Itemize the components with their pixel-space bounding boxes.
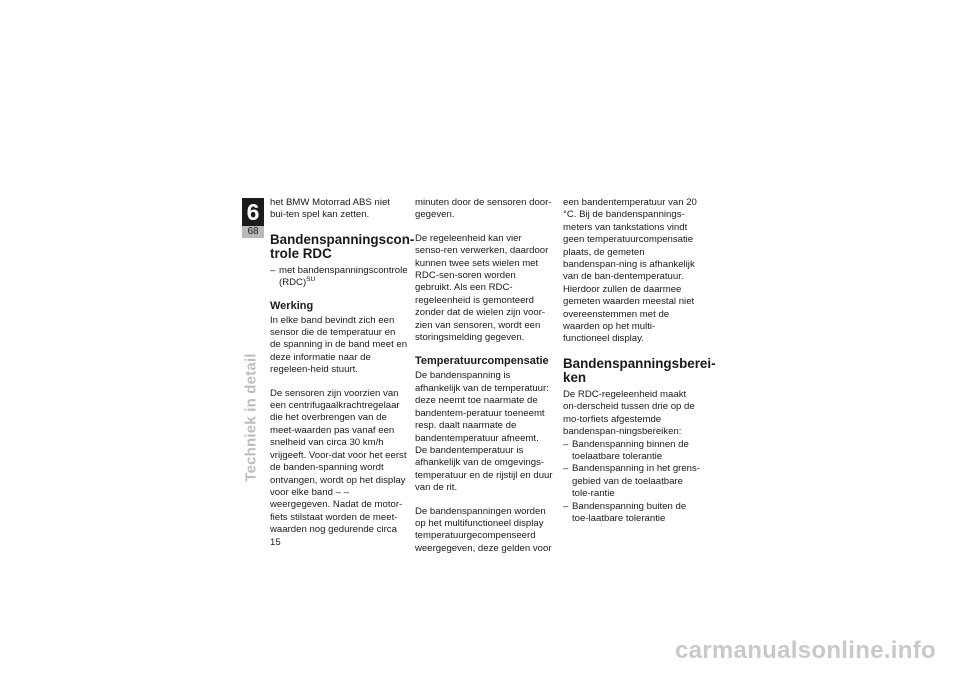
watermark: carmanualsonline.info xyxy=(674,637,936,664)
section-heading-bereiken: Bandenspanningsberei-ken xyxy=(563,355,716,385)
chapter-tab xyxy=(242,198,264,238)
column-1 xyxy=(270,197,415,560)
side-title-text: Techniek in detail xyxy=(242,352,260,482)
paragraph: minuten door de sensoren door-gegeven. xyxy=(415,197,552,221)
list-item: – Bandenspanning buiten de toe-laatbare tolerantie xyxy=(563,501,701,526)
list-item-text: met bandenspanningscontrole (RDC) xyxy=(279,264,408,289)
paragraph: het BMW Motorrad ABS niet bui-ten spel kan zetten. xyxy=(270,197,390,221)
paragraph: een bandentemperatuur van 20 °C. Bij de bandenspannings-meters van tankstations vindt geen temperatuurcompensatie plaats, de gemeten bandenspan-ning is afhankelijk van de ban-dentemperatuur. Hierdoor zullen de daarmee gemeten waarden meestal niet overeenstemmen met de waarden op het multi-functioneel display. xyxy=(563,197,697,345)
superscript-code: SU xyxy=(306,276,316,284)
list-item: – Bandenspanning in het grens-gebied van de toelaatbare tole-rantie xyxy=(563,463,701,500)
column-3 xyxy=(563,197,716,535)
equipment-list xyxy=(270,265,408,290)
page-number: 68 xyxy=(242,226,264,238)
subheading-temperatuurcompensatie: Temperatuurcompensatie xyxy=(415,355,549,368)
chapter-number: 6 xyxy=(242,198,264,226)
paragraph: De RDC-regeleenheid maakt on-derscheid tussen drie op de mo-torfiets afgestemde bandenspan-ningsbereiken: xyxy=(563,388,695,438)
list-item: – Bandenspanning binnen de toelaatbare tolerantie xyxy=(563,439,701,464)
column-2 xyxy=(415,197,553,566)
paragraph: De regeleenheid kan vier senso-ren verwerken, daardoor kunnen twee sets wielen met RDC-sen-soren worden gebruikt. Als een RDC-regeleenheid is gemonteerd zonder dat de wielen zijn voor-zien van sensoren, wordt een storingsmelding gegeven. xyxy=(415,232,549,344)
pressure-range-list xyxy=(563,439,701,526)
subheading-werking: Werking xyxy=(270,299,314,312)
paragraph: De bandenspanningen worden op het multifunctioneel display temperatuurgecompenseerd weergegeven, deze gelden voor xyxy=(415,505,552,554)
section-heading-rdc: Bandenspanningscon-trole RDC xyxy=(270,231,415,261)
paragraph: In elke band bevindt zich een sensor die de temperatuur en de spanning in de band meet en deze informatie naar de regeleen-heid stuurt. xyxy=(270,314,408,376)
paragraph: De sensoren zijn voorzien van een centrifugaalkrachtregelaar die het overbrengen van de meet-waarden pas vanaf een snelheid van circa 30 km/h vrijgeeft. Voor-dat voor het eerst de banden-spanning wordt ontvangen, wordt op het display voor elke band – – weergegeven. Nadat de motor-fiets stilstaat worden de meet-waarden nog gedurende circa 15 xyxy=(270,387,407,548)
list-item xyxy=(270,265,408,290)
paragraph: De bandenspanning is afhankelijk van de temperatuur: deze neemt toe naarmate de bandentem-peratuur toeneemt resp. daalt naarmate de bandentemperatuur afneemt. De bandentemperatuur is afhankelijk van de omgevings-temperatuur en de rijstijl en duur van de rit. xyxy=(415,370,553,494)
side-title xyxy=(236,352,266,482)
